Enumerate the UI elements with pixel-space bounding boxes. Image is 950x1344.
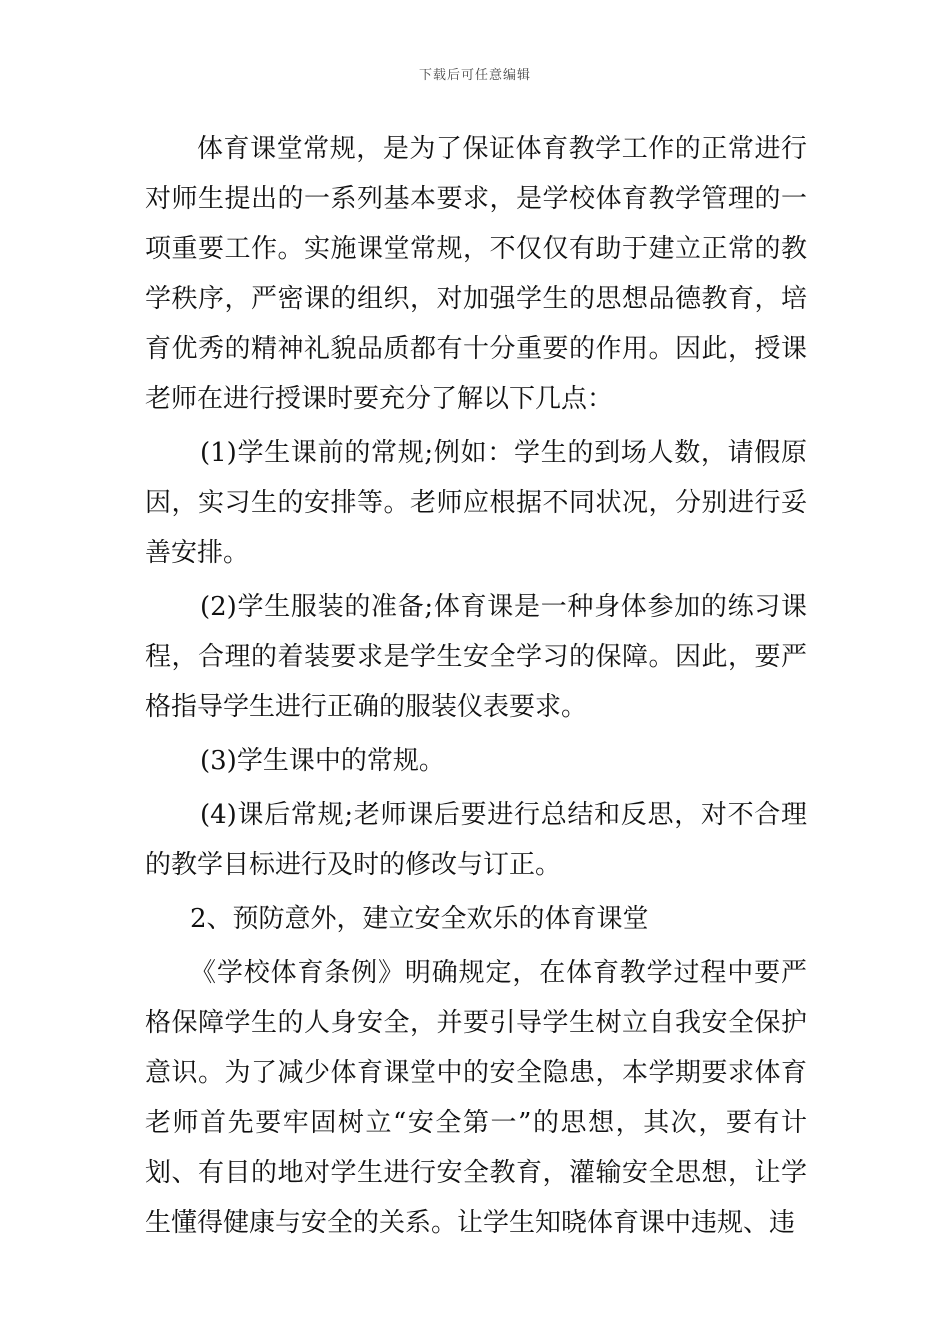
paragraph-item-4: (4)课后常规;老师课后要进行总结和反思，对不合理的教学目标进行及时的修改与订正。 bbox=[145, 800, 807, 880]
document-body bbox=[145, 124, 807, 1252]
page-header-watermark: 下载后可任意编辑 bbox=[418, 68, 531, 83]
paragraph-safety: 《学校体育条例》明确规定，在体育教学过程中要严格保障学生的人身安全，并要引导学生树立自我安全保护意识。为了减少体育课堂中的安全隐患，本学期要求体育老师首先要牢固树立“安全第一”的思想，其次，要有计划、有目的地对学生进行安全教育，灌输安全思想，让学生懂得健康与安全的关系。让学生知晓体育课中违规、违 bbox=[145, 958, 807, 1238]
paragraph-item-1: (1)学生课前的常规;例如：学生的到场人数，请假原因，实习生的安排等。老师应根据不同状况，分别进行妥善安排。 bbox=[145, 438, 807, 568]
section-heading-2: 2、预防意外，建立安全欢乐的体育课堂 bbox=[190, 904, 649, 934]
paragraph-item-2: (2)学生服装的准备;体育课是一种身体参加的练习课程，合理的着装要求是学生安全学习的保障。因此，要严格指导学生进行正确的服装仪表要求。 bbox=[145, 592, 807, 722]
paragraph-intro: 体育课堂常规，是为了保证体育教学工作的正常进行对师生提出的一系列基本要求，是学校体育教学管理的一项重要工作。实施课堂常规，不仅仅有助于建立正常的教学秩序，严密课的组织，对加强学生的思想品德教育，培育优秀的精神礼貌品质都有十分重要的作用。因此，授课老师在进行授课时要充分了解以下几点： bbox=[145, 134, 807, 414]
paragraph-item-3: (3)学生课中的常规。 bbox=[200, 746, 445, 776]
